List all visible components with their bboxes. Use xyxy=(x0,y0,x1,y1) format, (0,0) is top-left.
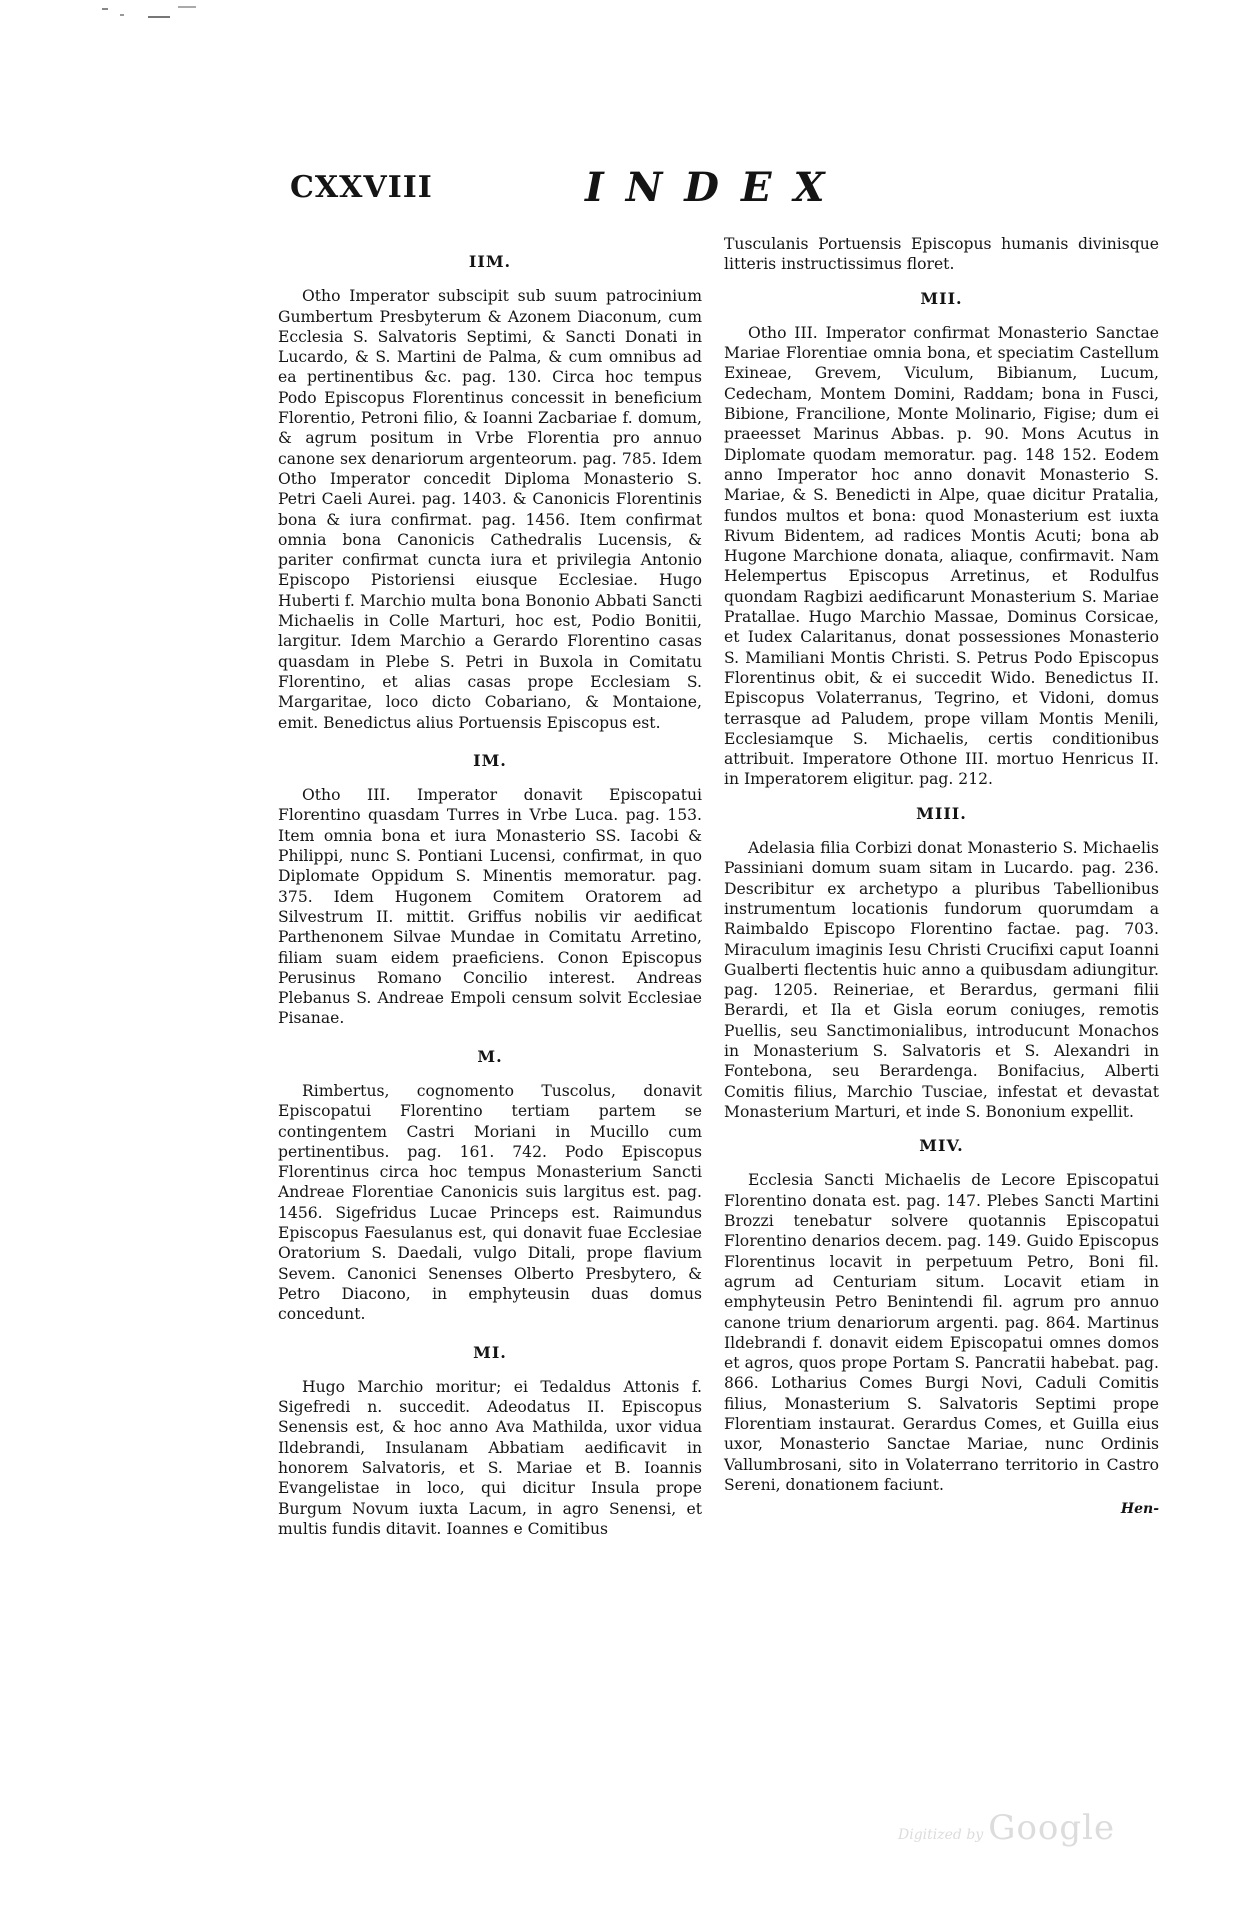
section-heading: MIII. xyxy=(916,803,967,823)
page-header xyxy=(0,164,1252,230)
page-number: CXXVIII xyxy=(290,170,433,205)
section-text: Rimbertus, cognomento Tuscolus, donavit Episcopatui Florentino tertiam partem se contingentem Castri Moriani in Mucillo cum pertinentibus. pag. 161. 742. Podo Episcopus Florentinus circa hoc tempus Monasterium Sancti Andreae Florentiae Canonicis suis largitus est. pag. 1456. Sigefridus Lucae Princeps est. Raimundus Episcopus Faesulanus est, qui donavit fuae Ecclesiae Oratorium S. Daedali, vulgo Ditali, prope flavium Sevem. Canonici Senenses Olberto Presbytero, & Petro Diacono, in emphyteusin duas domus concedunt. xyxy=(278,1081,702,1324)
right-column xyxy=(724,234,1159,1520)
continued-text: Tusculanis Portuensis Episcopus humanis divinisque litteris instructissimus floret. xyxy=(724,235,1159,274)
running-title: INDEX xyxy=(585,164,847,211)
watermark-small: Digitized by xyxy=(898,1827,984,1843)
catchword: Hen- xyxy=(1120,1501,1159,1518)
section-text: Adelasia filia Corbizi donat Monasterio S. Michaelis Passiniani domum suam sitam in Lucardo. pag. 236. Describitur ex archetypo a pluribus Tabellionibus instrumentum locationis fundorum quorumdam a Raimbaldo Episcopo Florentino factae. pag. 703. Miraculum imaginis Iesu Christi Crucifixi caput Ioanni Gualberti flectentis huic anno a quibusdam adiungitur. pag. 1205. Reineriae, et Berardus, germani filii Berardi, et Ila et Gisla eorum coniuges, remotis Puellis, seu Sanctimonialibus, introducunt Monachos in Monasterium S. Salvatoris et S. Alexandri in Fontebona, seu Berardenga. Bonifacius, Alberti Comitis filius, Marchio Tusciae, infestat et devastat Monasterium Marturi, et inde S. Bononium expellit. xyxy=(724,839,1159,1121)
section-text: Otho Imperator subscipit sub suum patrocinium Gumbertum Presbyterum & Azonem Diaconum, cum Ecclesia S. Salvatoris Septimi, & Sancti Donati in Lucardo, & S. Martini de Palma, & cum omnibus ad ea pertinentibus &c. pag. 130. Circa hoc tempus Podo Episcopus Florentinus concessit in beneficium Florentio, Petroni filio, & Ioanni Zacbariae f. domum, & agrum positum in Vrbe Florentia pro annuo canone sex denariorum argenteorum. pag. 785. Idem Otho Imperator concedit Diploma Monasterio S. Petri Caeli Aurei. pag. 1403. & Canonicis Florentinis bona & iura confirmat. pag. 1456. Item confirmat omnia bona Canonicis Cathedralis Lucensis, & pariter confirmat cuncta iura et privilegia Antonio Episcopo Pistoriensi eiusque Ecclesiae. Hugo Huberti f. Marchio multa bona Bononio Abbati Sancti Michaelis in Colle Marturi, hoc est, Podio Bonitii, largitur. Idem Marchio a Gerardo Florentino casas quasdam in Plebe S. Petri in Buxola in Comitatu Florentino, et alias casas prope Ecclesiam S. Margaritae, loco dicto Cobariano, & Montaione, emit. Benedictus alius Portuensis Episcopus est. xyxy=(278,287,702,732)
section-1004 xyxy=(724,1136,1159,1495)
section-heading: M. xyxy=(477,1046,503,1066)
scan-specks xyxy=(0,0,1252,40)
left-column xyxy=(278,234,702,1539)
section-text: Hugo Marchio moritur; ei Tedaldus Attonis f. Sigefredi n. succedit. Adeodatus II. Episcopus Senensis est, & hoc anno Ava Mathilda, uxor vidua Ildebrandi, Insulanam Abbatiam aedificavit in honorem Salvatoris, et S. Mariae et B. Ioannis Evangelistae in loco, qui dicitur Insula prope Burgum Novum iuxta Lacum, in agro Senensi, et multis fundis ditavit. Ioannes e Comitibus xyxy=(278,1377,702,1538)
section-1001 xyxy=(278,1343,702,1540)
watermark-logo: Google xyxy=(988,1808,1116,1848)
section-1003 xyxy=(724,804,1159,1122)
section-heading: IIM. xyxy=(468,252,512,271)
section-heading: MIV. xyxy=(919,1136,964,1156)
section-1000 xyxy=(278,1047,702,1325)
section-heading: IM. xyxy=(473,750,507,770)
section-1002-b xyxy=(724,289,1159,790)
section-text: Otho III. Imperator donavit Episcopatui Florentino quasdam Turres in Vrbe Luca. pag. 153. Item omnia bona et iura Monasterio SS. Iacobi & Philippi, nunc S. Pontiani Lucensi, confirmat, in quo Diplomate Oppidum S. Minentis memoratur. pag. 375. Idem Hugonem Comitem Oratorem ad Silvestrum II. mittit. Griffus nobilis vir aedificat Parthenonem Silvae Mundae in Comitatu Arretino, filiam suam eidem praeficiens. Conon Episcopus Perusinus Romano Concilio interest. Andreas Plebanus S. Andreae Empoli censum solvit Ecclesiae Pisanae. xyxy=(278,786,702,1028)
digitized-watermark xyxy=(898,1808,1115,1848)
section-1002 xyxy=(278,252,702,733)
section-heading: MI. xyxy=(473,1342,507,1362)
section-text: Otho III. Imperator confirmat Monasterio Sanctae Mariae Florentiae omnia bona, et speciatim Castellum Exineae, Grevem, Viculum, Bibianum, Lucum, Cedecham, Montem Domini, Raddam; bona in Fusci, Bibione, Francilione, Monte Molinario, Figise; dum ei praeesset Marinus Abbas. p. 90. Mons Acutus in Diplomate quodam memoratur. pag. 148 152. Eodem anno Imperator hoc anno donavit Monasterio S. Mariae, & S. Benedicti in Alpe, quae dicitur Pratalia, fundos multos et bona: quod Monasterium est iuxta Rivum Bidentem, ad radices Montis Acuti; bona ab Hugone Marchione donata, aliaque, confirmavit. Nam Helempertus Episcopus Arretinus, et Rodulfus quondam Ragbizi aedificarunt Monasterium S. Mariae Pratallae. Hugo Marchio Massae, Dominus Corsicae, et Iudex Calaritanus, donat possessiones Monasterio S. Mamiliani Montis Christi. S. Petrus Podo Episcopus Florentinus obit, & ei succedit Wido. Benedictus II. Episcopus Volaterranus, Tegrino, et Vidoni, domus terrasque ad Paludem, prope villam Montis Menili, Ecclesiamque S. Michaelis, certis conditionibus attribuit. Imperatore Othone III. mortuo Henricus II. in Imperatorem eligitur. pag. 212. xyxy=(724,323,1159,789)
section-text: Ecclesia Sancti Michaelis de Lecore Episcopatui Florentino donata est. pag. 147. Plebes Sancti Martini Brozzi tenebatur solvere quotannis Episcopatui Florentino denarios decem. pag. 149. Guido Episcopus Florentinus locavit in perpetuum Petro, Boni fil. agrum ad Centuriam situm. Locavit etiam in emphyteusin Petro Benintendi fil. agrum pro annuo canone trium denariorum argenti. pag. 864. Martinus Ildebrandi f. donavit eidem Episcopatui omnes domos et agros, quos prope Portam S. Pancratii habebat. pag. 866. Lotharius Comes Burgi Novi, Caduli Comitis filius, Monasterium S. Salvatoris Septimi prope Florentiam instaurat. Gerardus Comes, et Guilla eius uxor, Monasterio Sanctae Mariae, nunc Ordinis Vallumbrosani, sito in Volaterrano territorio in Castro Sereni, donationem faciunt. xyxy=(724,1171,1159,1494)
section-heading: MII. xyxy=(920,288,963,308)
section-999 xyxy=(278,751,702,1029)
